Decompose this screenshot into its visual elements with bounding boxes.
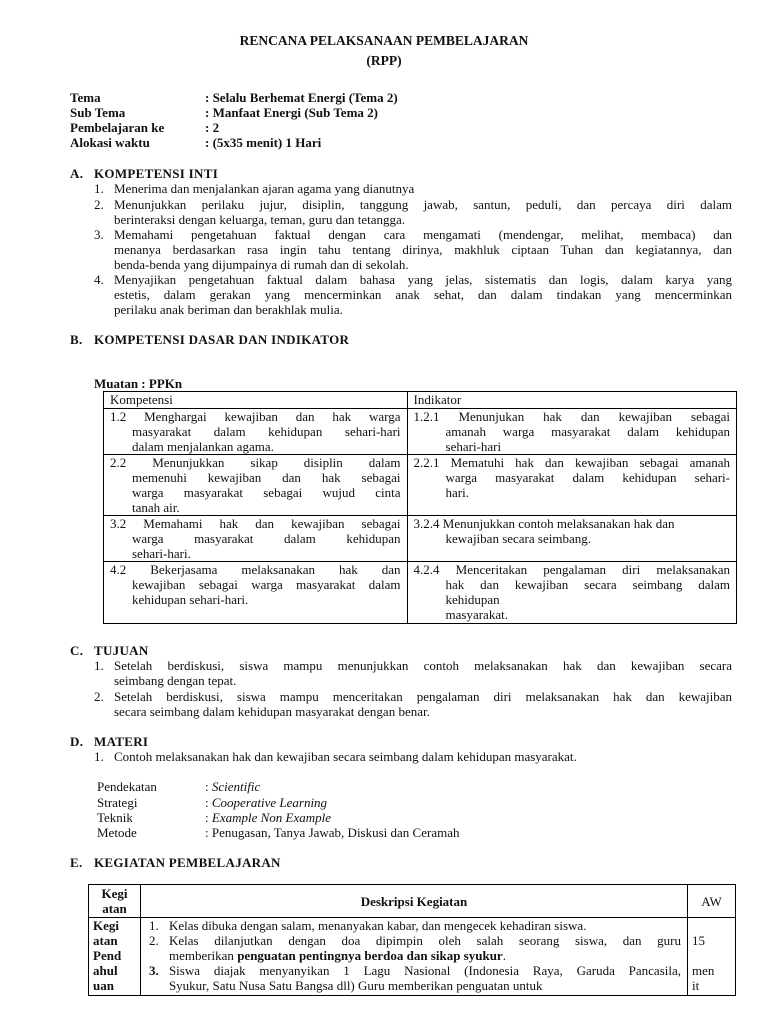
cell-line: sehari-hari bbox=[445, 439, 502, 454]
cell-line: 3.2 Memahami hak dan kewajiban sebagai bbox=[110, 516, 401, 531]
method-value-text: Example Non Example bbox=[211, 810, 332, 825]
kegiatan-table bbox=[88, 884, 736, 996]
ki-line: estetis, dalam gerakan yang mencerminkan anak sehat, dan dalam tindakan yang mencerminkan bbox=[114, 287, 732, 302]
method-key: Strategi bbox=[97, 795, 138, 810]
section-b-heading bbox=[70, 332, 349, 348]
meta-key-tema: Tema bbox=[70, 90, 101, 105]
indikator-cell bbox=[407, 409, 736, 455]
section-title: TUJUAN bbox=[94, 643, 149, 658]
kegiatan-cell bbox=[89, 918, 141, 996]
aw-line bbox=[692, 948, 731, 963]
header-line: Kegi bbox=[101, 886, 128, 901]
cell-line: 2.2.1 Mematuhi hak dan kewajiban sebagai amanah bbox=[413, 455, 730, 470]
method-value-text: Cooperative Learning bbox=[211, 795, 328, 810]
document-title: RENCANA PELAKSANAAN PEMBELAJARAN bbox=[239, 33, 529, 48]
item-line: Siswa diajak menyanyikan 1 Lagu Nasional (Indonesia Raya, Garuda Pancasila, bbox=[168, 963, 682, 978]
column-header-deskripsi: Deskripsi Kegiatan bbox=[140, 885, 687, 918]
ki-line: benda-benda yang dijumpainya di rumah dan di sekolah. bbox=[114, 257, 409, 272]
item-line: Kelas dilanjutkan dengan doa dipimpin oleh salah seorang siswa, dan guru bbox=[168, 933, 682, 948]
item-number: 2. bbox=[148, 933, 159, 948]
ki-number: 4. bbox=[94, 272, 104, 287]
ki-line: Menunjukkan perilaku jujur, disiplin, tanggung jawab, santun, peduli, dan percaya diri dalam bbox=[114, 197, 732, 212]
method-value-text: Penugasan, Tanya Jawab, Diskusi dan Ceramah bbox=[211, 825, 460, 840]
kompetensi-indikator-table bbox=[103, 391, 737, 624]
aw-cell bbox=[688, 918, 736, 996]
table-row bbox=[104, 409, 737, 455]
section-letter: E. bbox=[70, 855, 83, 870]
cell-line: 4.2 Bekerjasama melaksanakan hak dan bbox=[110, 562, 401, 577]
section-c-heading bbox=[70, 643, 149, 659]
item-number: 1. bbox=[148, 918, 159, 933]
cell-line: warga masyarakat dalam kehidupan sehari- bbox=[445, 470, 730, 485]
ki-line: Memahami pengetahuan faktual dengan cara mengamati (mendengar, melihat, membaca) dan bbox=[114, 227, 732, 242]
meta-key-pembelajaran: Pembelajaran ke bbox=[70, 120, 165, 135]
ki-item bbox=[114, 197, 732, 227]
document-subtitle: (RPP) bbox=[366, 53, 402, 68]
table-row bbox=[104, 562, 737, 624]
cell-line: masyarakat dalam kehidupan sehari-hari bbox=[132, 424, 401, 439]
column-header-indikator: Indikator bbox=[407, 392, 736, 409]
section-a-heading bbox=[70, 166, 218, 182]
ki-number: 1. bbox=[94, 181, 104, 196]
ki-line: menanya berdasarkan rasa ingin tahu tentang dirinya, makhluk ciptaan Tuhan dan kegiatannya, dan bbox=[114, 242, 732, 257]
tujuan-number: 1. bbox=[94, 658, 104, 673]
section-title: KEGIATAN PEMBELAJARAN bbox=[94, 855, 281, 870]
ki-item bbox=[114, 181, 732, 196]
kompetensi-cell bbox=[104, 516, 408, 562]
section-letter: C. bbox=[70, 643, 84, 658]
kegiatan-line: uan bbox=[93, 978, 114, 993]
column-header-kegiatan bbox=[89, 885, 141, 918]
ki-line: perilaku anak beriman dan berakhlak mulia. bbox=[114, 302, 343, 317]
cell-line: 1.2 Menghargai kewajiban dan hak warga bbox=[110, 409, 401, 424]
section-letter: B. bbox=[70, 332, 83, 347]
ki-item bbox=[114, 272, 732, 317]
kegiatan-line: Pend bbox=[93, 948, 122, 963]
cell-line: 3.2.4 Menunjukkan contoh melaksanakan hak dan bbox=[413, 516, 675, 531]
kegiatan-line: Kegi bbox=[93, 918, 119, 933]
cell-line: hari. bbox=[445, 485, 469, 500]
cell-line: dalam menjalankan agama. bbox=[132, 439, 274, 454]
meta-value-tema: : Selalu Berhemat Energi (Tema 2) bbox=[205, 90, 398, 105]
meta-value-alokasi: : (5x35 menit) 1 Hari bbox=[205, 135, 322, 150]
muatan-label: Muatan : PPKn bbox=[94, 376, 183, 391]
deskripsi-item bbox=[145, 933, 681, 963]
cell-line: hak dan kewajiban secara seimbang dalam bbox=[445, 577, 730, 592]
table-row bbox=[104, 455, 737, 516]
table-row bbox=[89, 918, 736, 996]
cell-line: kehidupan sehari-hari. bbox=[132, 592, 249, 607]
kegiatan-line: ahul bbox=[93, 963, 118, 978]
tujuan-line: seimbang dengan tepat. bbox=[114, 673, 237, 688]
meta-key-subtema: Sub Tema bbox=[70, 105, 126, 120]
cell-line: kehidupan bbox=[445, 592, 500, 607]
deskripsi-cell bbox=[140, 918, 687, 996]
kompetensi-cell bbox=[104, 562, 408, 624]
indikator-cell bbox=[407, 516, 736, 562]
ki-item bbox=[114, 227, 732, 272]
aw-spacer bbox=[692, 918, 731, 933]
deskripsi-item bbox=[145, 918, 681, 933]
cell-line: warga masyarakat dalam kehidupan bbox=[132, 531, 401, 546]
aw-line: 15 bbox=[692, 933, 706, 948]
column-header-aw: AW bbox=[688, 885, 736, 918]
section-d-heading bbox=[70, 734, 148, 750]
deskripsi-item bbox=[145, 963, 681, 993]
tujuan-item bbox=[114, 658, 732, 688]
method-key: Teknik bbox=[97, 810, 133, 825]
aw-line: men bbox=[692, 963, 715, 978]
section-title: KOMPETENSI INTI bbox=[94, 166, 219, 181]
cell-line: 1.2.1 Menunjukan hak dan kewajiban sebagai bbox=[413, 409, 730, 424]
section-title: MATERI bbox=[94, 734, 149, 749]
method-key: Metode bbox=[97, 825, 137, 840]
item-line: Syukur, Satu Nusa Satu Bangsa dll) Guru memberikan penguatan untuk bbox=[168, 978, 543, 993]
section-e-heading bbox=[70, 855, 281, 871]
item-line: Kelas dibuka dengan salam, menanyakan kabar, dan mengecek kehadiran siswa. bbox=[168, 918, 587, 933]
item-number: 3. bbox=[148, 963, 159, 978]
tujuan-line: Setelah berdiskusi, siswa mampu menceritakan pengalaman diri melaksanakan hak dan kewajiban bbox=[114, 689, 732, 704]
cell-line: memenuhi kewajiban dan hak sebagai bbox=[132, 470, 401, 485]
cell-line: masyarakat. bbox=[445, 607, 508, 622]
ki-line: berinteraksi dengan keluarga, teman, guru dan tetangga. bbox=[114, 212, 406, 227]
ki-number: 3. bbox=[94, 227, 104, 242]
table-header-row bbox=[104, 392, 737, 409]
indikator-cell bbox=[407, 562, 736, 624]
materi-text: Contoh melaksanakan hak dan kewajiban secara seimbang dalam kehidupan masyarakat. bbox=[114, 749, 577, 764]
method-value: : Penugasan, Tanya Jawab, Diskusi dan Ceramah bbox=[205, 825, 460, 840]
method-value-text: Scientific bbox=[211, 779, 261, 794]
cell-line: 4.2.4 Menceritakan pengalaman diri melaksanakan bbox=[413, 562, 730, 577]
column-header-kompetensi: Kompetensi bbox=[104, 392, 408, 409]
aw-line: it bbox=[692, 978, 700, 993]
tujuan-line: Setelah berdiskusi, siswa mampu menunjukkan contoh melaksanakan hak dan kewajiban secara bbox=[114, 658, 732, 673]
meta-value-subtema: : Manfaat Energi (Sub Tema 2) bbox=[205, 105, 378, 120]
kegiatan-line: atan bbox=[93, 933, 118, 948]
tujuan-line: secara seimbang dalam kehidupan masyarakat dengan benar. bbox=[114, 704, 430, 719]
method-value: : Cooperative Learning bbox=[205, 795, 328, 810]
indikator-cell bbox=[407, 455, 736, 516]
kompetensi-cell bbox=[104, 455, 408, 516]
cell-line: warga masyarakat sebagai wujud cinta bbox=[132, 485, 401, 500]
cell-line: 2.2 Menunjukkan sikap disiplin dalam bbox=[110, 455, 401, 470]
table-header-row bbox=[89, 885, 736, 918]
item-bold-text: penguatan pentingnya berdoa dan sikap syukur bbox=[237, 948, 503, 963]
materi-number: 1. bbox=[94, 749, 104, 764]
item-line: memberikan penguatan pentingnya berdoa dan sikap syukur. bbox=[168, 948, 506, 963]
section-letter: A. bbox=[70, 166, 84, 181]
section-letter: D. bbox=[70, 734, 84, 749]
meta-value-pembelajaran: : 2 bbox=[205, 120, 220, 135]
kompetensi-cell bbox=[104, 409, 408, 455]
cell-line: sehari-hari. bbox=[132, 546, 191, 561]
cell-line: kewajiban sebagai warga masyarakat dalam bbox=[132, 577, 401, 592]
ki-line: Menerima dan menjalankan ajaran agama yang dianutnya bbox=[114, 181, 415, 196]
cell-line: amanah warga masyarakat dalam kehidupan bbox=[445, 424, 730, 439]
tujuan-number: 2. bbox=[94, 689, 104, 704]
ki-number: 2. bbox=[94, 197, 104, 212]
cell-line: tanah air. bbox=[132, 500, 180, 515]
method-key: Pendekatan bbox=[97, 779, 157, 794]
table-row bbox=[104, 516, 737, 562]
method-value: : Example Non Example bbox=[205, 810, 332, 825]
cell-line: kewajiban secara seimbang. bbox=[445, 531, 591, 546]
ki-line: Menyajikan pengetahuan faktual dalam bahasa yang jelas, sistematis dan logis, dalam karya yang bbox=[114, 272, 732, 287]
meta-key-alokasi: Alokasi waktu bbox=[70, 135, 150, 150]
method-value: : Scientific bbox=[205, 779, 261, 794]
tujuan-item bbox=[114, 689, 732, 719]
section-title: KOMPETENSI DASAR DAN INDIKATOR bbox=[94, 332, 350, 347]
header-line: atan bbox=[102, 901, 127, 916]
